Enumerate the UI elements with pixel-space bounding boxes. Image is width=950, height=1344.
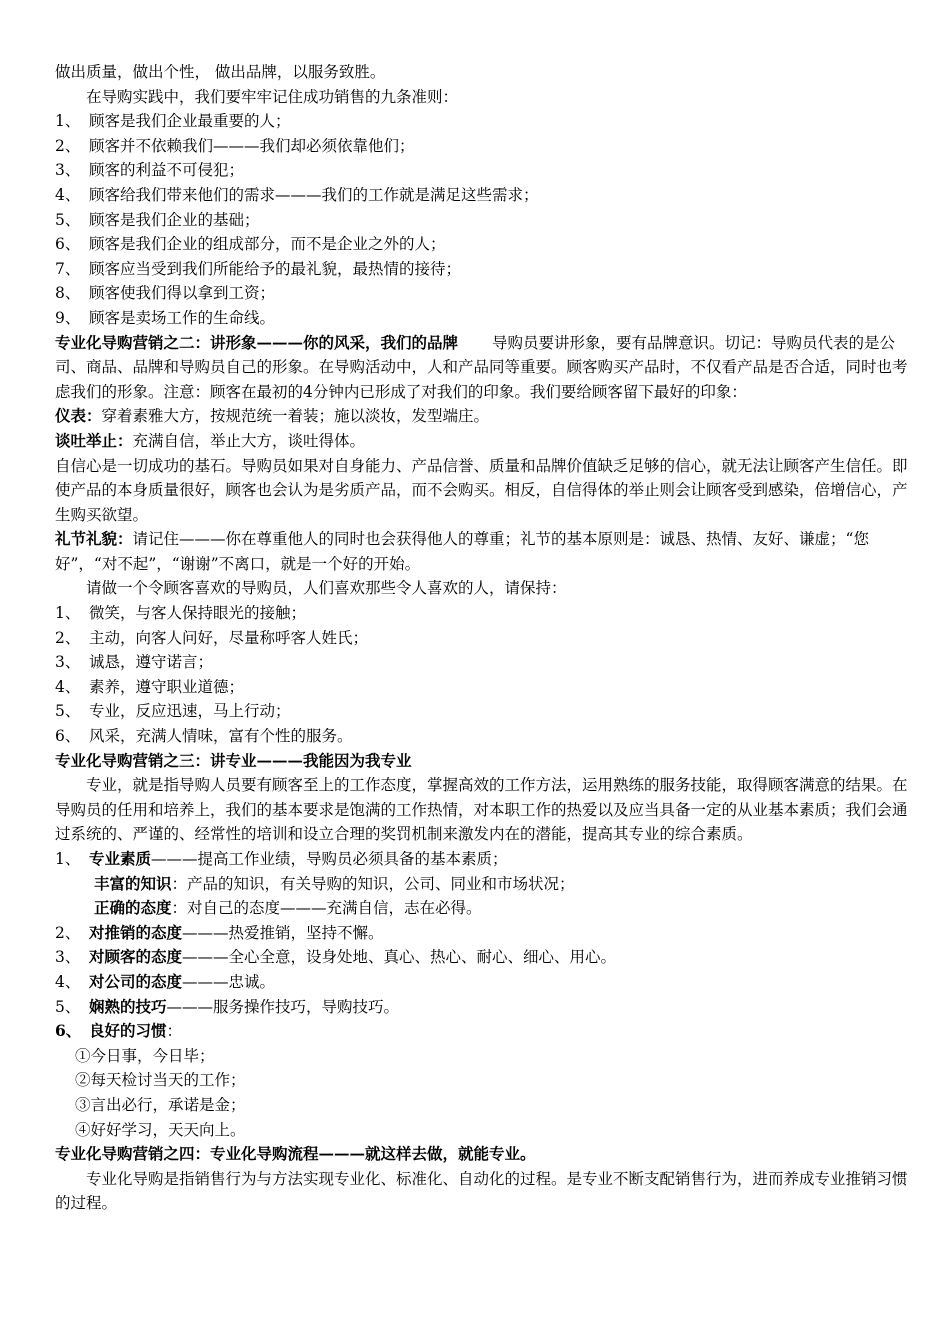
list-item: 2、 主动，向客人问好，尽量称呼客人姓氏； [55, 628, 369, 647]
list-item: 4、 素养，遵守职业道德； [55, 677, 245, 696]
list-item: 5、 娴熟的技巧———服务操作技巧，导购技巧。 [55, 996, 400, 1016]
list-item: 5、 专业，反应迅速，马上行动； [55, 702, 291, 721]
nine-rules-list [55, 109, 912, 330]
list-subitem: 丰富的知识：产品的知识，有关导购的知识，公司、同业和市场状况； [94, 873, 575, 893]
section3-paragraph: 专业，就是指导购人员要有顾客至上的工作态度，掌握高效的工作方法，运用熟练的服务技能，取得顾客满意的结果。在导购员的任用和培养上，我们的基本要求是饱满的工作热情，对本职工作的热爱以及应当具备一定的从业基本素质；我们会通过系统的、严谨的、经常性的培训和设立合理的奖罚机制来激发内在的潜能，提高其专业的综合素质。 [55, 776, 908, 844]
please-intro: 请做一个令顾客喜欢的导购员，人们喜欢那些令人喜欢的人，请保持： [86, 579, 567, 598]
yibiao-line: 仪表：穿着素雅大方，按规范统一着装；施以淡妆，发型端庄。 [55, 406, 490, 426]
section4-heading: 专业化导购营销之四：专业化导购流程———就这样去做，就能专业。 [55, 1144, 536, 1164]
list-item: 1、 专业素质———提高工作业绩，导购员必须具备的基本素质； [55, 849, 508, 868]
list-item: 4、 顾客给我们带来他们的需求———我们的工作就是满足这些需求； [55, 185, 539, 204]
list-item: 3、 诚恳，遵守诺言； [55, 653, 214, 672]
habit-item: ②每天检讨当天的工作； [75, 1071, 246, 1090]
section2-paragraph: 专业化导购营销之二：讲形象———你的风采，我们的品牌 导购员要讲形象，要有品牌意识。切记：导购员代表的是公司、商品、品牌和导购员自己的形象。在导购活动中，人和产品同等重要。顾客购买产品时，不仅看产品是否合适，同时也考虑我们的形象。注意：顾客在最初的4分钟内已形成了对我们的印象。我们要给顾客留下最好的印象： [55, 332, 908, 401]
section3-list [55, 847, 912, 1142]
list-item: 8、 顾客使我们得以拿到工资； [55, 284, 276, 303]
lijie-paragraph: 礼节礼貌：请记住———你在尊重他人的同时也会获得他人的尊重；礼节的基本原则是：诚恳、热情、友好、谦虚；“您好”，“对不起”，“谢谢”不离口，就是一个好的开始。 [55, 529, 869, 573]
section2-heading: 专业化导购营销之二：讲形象———你的风采，我们的品牌 [55, 332, 459, 352]
list-item: 6、 良好的习惯： [55, 1021, 183, 1041]
list-item: 6、 风采，充满人情味，富有个性的服务。 [55, 727, 353, 746]
list-item: 3、 对顾客的态度———全心全意，设身处地、真心、热心、耐心、细心、用心。 [55, 947, 617, 967]
confidence-paragraph: 自信心是一切成功的基石。导购员如果对自身能力、产品信誉、质量和品牌价值缺乏足够的信心，就无法让顾客产生信任。即使产品的本身质量很好，顾客也会认为是劣质产品，而不会购买。相反，自信得体的举止则会让顾客受到感染，倍增信心，产生购买欲望。 [55, 456, 908, 524]
keep-list [55, 601, 912, 749]
list-item: 3、 顾客的利益不可侵犯； [55, 161, 245, 180]
list-item: 4、 对公司的态度———忠诚。 [55, 971, 276, 991]
nine-rules-intro: 在导购实践中，我们要牢牢记住成功销售的九条准则： [86, 87, 459, 106]
tantu-line: 谈吐举止：充满自信，举止大方，谈吐得体。 [55, 430, 366, 450]
list-item: 6、 顾客是我们企业的组成部分，而不是企业之外的人； [55, 235, 446, 254]
list-item: 7、 顾客应当受到我们所能给予的最礼貌，最热情的接待； [55, 259, 462, 278]
habit-item: ④好好学习，天天向上。 [75, 1120, 246, 1139]
list-item: 5、 顾客是我们企业的基础； [55, 210, 260, 229]
habit-item: ③言出必行，承诺是金； [75, 1095, 246, 1114]
list-item: 1、 微笑，与客人保持眼光的接触； [55, 604, 307, 623]
habit-item: ①今日事，今日毕； [75, 1046, 215, 1065]
section3-heading: 专业化导购营销之三：讲专业———我能因为我专业 [55, 750, 412, 770]
list-item: 2、 对推销的态度———热爱推销，坚持不懈。 [55, 922, 384, 942]
list-subitem: 正确的态度：对自己的态度———充满自信，志在必得。 [94, 898, 482, 918]
section4-paragraph: 专业化导购是指销售行为与方法实现专业化、标准化、自动化的过程。是专业不断支配销售行为，进而养成专业推销习惯的过程。 [55, 1169, 908, 1213]
list-item: 2、 顾客并不依赖我们———我们却必须依靠他们； [55, 136, 415, 155]
intro-line: 做出质量，做出个性， 做出品牌，以服务致胜。 [55, 63, 386, 81]
list-item: 1、 顾客是我们企业最重要的人； [55, 112, 291, 131]
list-item: 9、 顾客是卖场工作的生命线。 [55, 308, 276, 327]
